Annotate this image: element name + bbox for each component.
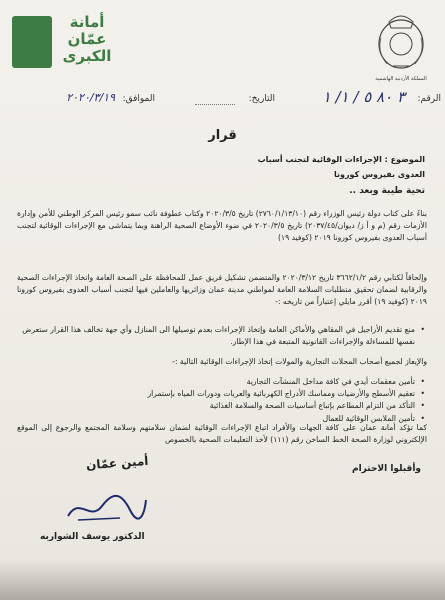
final-paragraph: كما تؤكد أمانة عمان على كافة الجهات والأفراد اتباع الإجراءات الوقائية لضمان سلامتهم وسلامة المجتمع والرجوع إلى الموقع الإلكتروني لوزارة الصحة الخط الساخن رقم (١١١) لأخذ التعليمات الصحية بالخصوص [17, 423, 427, 445]
reference-line [0, 86, 445, 112]
gam-logo [8, 10, 120, 76]
gam-logo-mark [12, 16, 52, 68]
corresponding-value: ٢٠٢٠/٣/١٩ [66, 91, 115, 104]
corresponding-label: الموافق: [122, 94, 155, 104]
greeting: تحية طيبة وبعد .. [349, 186, 425, 196]
bullet-list-b [15, 376, 427, 425]
gam-logo-text: أمانة عمّان الكبرى [62, 13, 112, 65]
date-value-blank [195, 94, 235, 105]
signature-title: أمين عمّان [85, 453, 149, 473]
paragraph-1: بناءً على كتاب دولة رئيس الوزراء رقم (٢٧٦٠/١/١٣/١٠) تاريخ ٢٠٢٠/٣/٥ وكتاب عطوفة نائب سمو رئيس المركز الوطني للأمن وإدارة الأزمات رقم (م و أ ز/ ديوان/٢٠٣٧/٤٥) تاريخ ٢٠٢٠/٣/٥ في ضوء الأوضاع الصحية الراهنة وبما يتماشى مع الإجراءات الوقائية لتجنب أسباب العدوى بفيروس كورونا ٢٠١٩ (كوفيد ١٩) [17, 209, 427, 243]
subject-label: الموضوع : [384, 155, 425, 164]
list-item: • تأمين الملابس الوقائية للعمال [15, 413, 415, 425]
closing-line: وأقبلوا الاحترام [351, 464, 421, 474]
list-item: • تأمين معقمات أيدي في كافة مداخل المنشآت التجارية [15, 376, 415, 388]
coat-of-arms-emblem [371, 8, 431, 74]
bullet-list-a [15, 324, 427, 348]
subject-block [125, 152, 425, 182]
signatory-name: الدكتور يوسف الشواربه [40, 532, 145, 542]
date-label: التاريخ: [248, 94, 275, 104]
emblem-caption: المملكة الأردنية الهاشمية [375, 76, 427, 82]
paragraph-2: وإلحاقاً لكتابي رقم ٣٦٦٢/١/٢ تاريخ ٢٠٢٠/٣/١٢ والمتضمن تشكيل فريق عمل للمحافظة على الصحة العامة واتخاذ الإجراءات الصحية والرقابية لضمان تحقيق متطلبات السلامة العامة لمواطني مدينة عمان وزائريها والعاملين فيها لتجنب أسباب العدوى بفيروس كورونا ٢٠١٩ (كوفيد ١٩) أقرر مايلي إعتباراً من تاريخه :- [17, 273, 427, 307]
list-item: • التأكد من التزام المطاعم بإتباع أساسيات الصحة والسلامة الغذائية [15, 400, 415, 412]
obligation-heading: والإيعاز لجميع أصحاب المحلات التجارية والمولات إتخاذ الإجراءات الوقائية التالية :- [172, 357, 427, 366]
decision-title: قرار [208, 128, 237, 143]
subject-line-2: العدوى بفيروس كورونا [333, 170, 425, 179]
number-value: ٣ ٨٠ ٥ / ١/ ١ [322, 88, 405, 106]
number-label: الرقم: [417, 94, 441, 104]
handwritten-signature [60, 488, 150, 528]
subject-line-1: الإجراءات الوقائية لتجنب أسباب [257, 155, 382, 164]
list-item: • تعقيم الأسطح والأرضيات ومماسك الأدراج الكهربائية والعربات ودورات المياه بإستمرار [15, 388, 415, 400]
list-item: • منع تقديم الأراجيل في المقاهي والأماكن العامة وإتخاذ الإجراءات بعدم توصيلها الى المنازل وأي جهة تخالف هذا القرار ستعرض نفسها للمساءلة والإجراءات القانونية المتبعة في هذا الإطار. [15, 324, 415, 348]
